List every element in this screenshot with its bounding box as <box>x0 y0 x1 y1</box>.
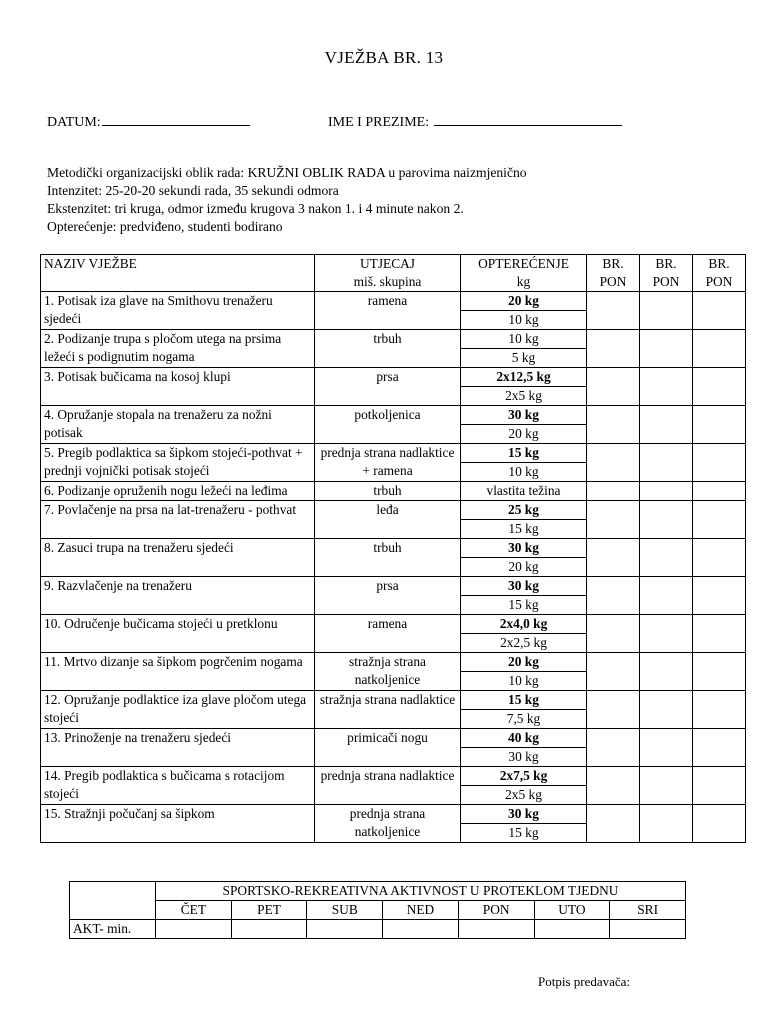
load-secondary: 15 kg <box>461 520 587 539</box>
br-pon-cell[interactable] <box>640 577 693 615</box>
table-row <box>41 330 746 349</box>
day-header: UTO <box>534 901 610 920</box>
br-pon-cell[interactable] <box>693 368 746 406</box>
col-header-br-1: BR. PON <box>587 255 640 292</box>
br-pon-cell[interactable] <box>587 501 640 539</box>
br-pon-cell[interactable] <box>640 691 693 729</box>
load-primary: 20 kg <box>461 653 587 672</box>
br-pon-cell[interactable] <box>587 444 640 482</box>
col-header-br-2: BR. PON <box>640 255 693 292</box>
activity-corner-cell <box>70 882 156 920</box>
muscle-group: leđa <box>315 501 461 539</box>
exercise-name: 15. Stražnji počučanj sa šipkom <box>41 805 315 843</box>
muscle-group: potkoljenica <box>315 406 461 444</box>
load-primary: 15 kg <box>461 691 587 710</box>
activity-minutes-cell[interactable] <box>534 920 610 939</box>
activity-table <box>69 881 686 939</box>
exercise-name: 14. Pregib podlaktica s bučicama s rotacijom stojeći <box>41 767 315 805</box>
br-pon-cell[interactable] <box>693 444 746 482</box>
load-primary: 2x4,0 kg <box>461 615 587 634</box>
table-row <box>41 805 746 824</box>
br-pon-cell[interactable] <box>587 729 640 767</box>
load-primary: 30 kg <box>461 577 587 596</box>
br-pon-cell[interactable] <box>587 653 640 691</box>
table-row <box>41 577 746 596</box>
table-row <box>41 767 746 786</box>
exercise-name: 8. Zasuci trupa na trenažeru sjedeći <box>41 539 315 577</box>
activity-minutes-cell[interactable] <box>610 920 686 939</box>
load-secondary: 10 kg <box>461 311 587 330</box>
br-pon-cell[interactable] <box>693 767 746 805</box>
load-primary: 10 kg <box>461 330 587 349</box>
br-pon-cell[interactable] <box>693 729 746 767</box>
muscle-group: primicači nogu <box>315 729 461 767</box>
br-pon-cell[interactable] <box>587 691 640 729</box>
br-pon-cell[interactable] <box>693 482 746 501</box>
exercise-name: 5. Pregib podlaktica sa šipkom stojeći-pothvat + prednji vojnički potisak stojeći <box>41 444 315 482</box>
exercise-name: 10. Odručenje bučicama stojeći u pretklonu <box>41 615 315 653</box>
table-row <box>41 368 746 387</box>
date-field[interactable] <box>47 112 250 131</box>
col-header-effect: UTJECAJ miš. skupina <box>315 255 461 292</box>
table-row <box>41 501 746 520</box>
load-primary: 2x12,5 kg <box>461 368 587 387</box>
signature-label: Potpis predavača: <box>538 974 631 989</box>
table-row <box>41 444 746 463</box>
page-title: VJEŽBA BR. 13 <box>324 48 444 67</box>
exercise-table <box>40 254 746 843</box>
br-pon-cell[interactable] <box>693 653 746 691</box>
br-pon-cell[interactable] <box>693 805 746 843</box>
br-pon-cell[interactable] <box>587 767 640 805</box>
muscle-group: stražnja strana natkoljenice <box>315 653 461 691</box>
activity-row-label: AKT- min. <box>70 920 156 939</box>
activity-minutes-row <box>70 920 686 939</box>
br-pon-cell[interactable] <box>587 330 640 368</box>
br-pon-cell[interactable] <box>693 406 746 444</box>
info-line-method: Metodički organizacijski oblik rada: KRUŽNI OBLIK RADA u parovima naizmjenično <box>47 165 527 180</box>
load-primary: 30 kg <box>461 539 587 558</box>
exercise-name: 2. Podizanje trupa s pločom utega na prsima ležeći s podignutim nogama <box>41 330 315 368</box>
br-pon-cell[interactable] <box>693 539 746 577</box>
muscle-group: ramena <box>315 292 461 330</box>
activity-minutes-cell[interactable] <box>383 920 459 939</box>
br-pon-cell[interactable] <box>587 577 640 615</box>
load-secondary: 20 kg <box>461 425 587 444</box>
exercise-name: 9. Razvlačenje na trenažeru <box>41 577 315 615</box>
info-line-load: Opterećenje: predviđeno, studenti bodirano <box>47 219 283 234</box>
load-secondary: 10 kg <box>461 463 587 482</box>
br-pon-cell[interactable] <box>640 805 693 843</box>
day-header: PON <box>458 901 534 920</box>
table-row <box>41 539 746 558</box>
activity-minutes-cell[interactable] <box>307 920 383 939</box>
br-pon-cell[interactable] <box>640 368 693 406</box>
day-header: NED <box>383 901 459 920</box>
exercise-name: 7. Povlačenje na prsa na lat-trenažeru - pothvat <box>41 501 315 539</box>
col-header-load: OPTEREĆENJE kg <box>461 255 587 292</box>
load-bodyweight: vlastita težina <box>461 482 587 501</box>
br-pon-cell[interactable] <box>640 501 693 539</box>
br-pon-cell[interactable] <box>693 691 746 729</box>
exercise-name: 4. Opružanje stopala na trenažeru za nožni potisak <box>41 406 315 444</box>
table-row <box>41 292 746 311</box>
info-line-intensity: Intenzitet: 25-20-20 sekundi rada, 35 sekundi odmora <box>47 183 339 198</box>
br-pon-cell[interactable] <box>587 539 640 577</box>
load-secondary: 20 kg <box>461 558 587 577</box>
activity-days-row <box>70 901 686 920</box>
br-pon-cell[interactable] <box>693 577 746 615</box>
muscle-group: prsa <box>315 368 461 406</box>
load-primary: 30 kg <box>461 805 587 824</box>
br-pon-cell[interactable] <box>640 729 693 767</box>
br-pon-cell[interactable] <box>587 368 640 406</box>
muscle-group: stražnja strana nadlaktice <box>315 691 461 729</box>
load-primary: 2x7,5 kg <box>461 767 587 786</box>
load-secondary: 2x2,5 kg <box>461 634 587 653</box>
br-pon-cell[interactable] <box>693 501 746 539</box>
br-pon-cell[interactable] <box>640 767 693 805</box>
exercise-name: 13. Prinoženje na trenažeru sjedeći <box>41 729 315 767</box>
muscle-group: prednja strana natkoljenice <box>315 805 461 843</box>
load-secondary: 15 kg <box>461 824 587 843</box>
activity-minutes-cell[interactable] <box>231 920 307 939</box>
br-pon-cell[interactable] <box>693 615 746 653</box>
br-pon-cell[interactable] <box>640 615 693 653</box>
exercise-info <box>47 164 527 236</box>
br-pon-cell[interactable] <box>587 482 640 501</box>
br-pon-cell[interactable] <box>640 292 693 330</box>
info-line-extensity: Ekstenzitet: tri kruga, odmor između krugova 3 nakon 1. i 4 minute nakon 2. <box>47 201 464 216</box>
muscle-group: trbuh <box>315 482 461 501</box>
muscle-group: prednja strana nadlaktice + ramena <box>315 444 461 482</box>
exercise-name: 6. Podizanje opruženih nogu ležeći na leđima <box>41 482 315 501</box>
load-secondary: 10 kg <box>461 672 587 691</box>
day-header: ČET <box>156 901 232 920</box>
load-primary: 30 kg <box>461 406 587 425</box>
date-label: DATUM: <box>47 115 101 130</box>
br-pon-cell[interactable] <box>640 653 693 691</box>
load-primary: 25 kg <box>461 501 587 520</box>
br-pon-cell[interactable] <box>693 292 746 330</box>
day-header: PET <box>231 901 307 920</box>
br-pon-cell[interactable] <box>640 482 693 501</box>
table-header-row <box>41 255 746 292</box>
activity-minutes-cell[interactable] <box>156 920 232 939</box>
exercise-name: 12. Opružanje podlaktice iza glave pločom utega stojeći <box>41 691 315 729</box>
muscle-group: prednja strana nadlaktice <box>315 767 461 805</box>
br-pon-cell[interactable] <box>693 330 746 368</box>
load-primary: 40 kg <box>461 729 587 748</box>
table-row <box>41 406 746 425</box>
name-label: IME I PREZIME: <box>328 115 430 130</box>
br-pon-cell[interactable] <box>587 406 640 444</box>
col-header-br-3: BR. PON <box>693 255 746 292</box>
table-row <box>41 482 746 501</box>
table-row <box>41 653 746 672</box>
day-header: SUB <box>307 901 383 920</box>
exercise-name: 1. Potisak iza glave na Smithovu trenažeru sjedeći <box>41 292 315 330</box>
name-blank-line <box>434 112 622 126</box>
br-pon-cell[interactable] <box>640 444 693 482</box>
br-pon-cell[interactable] <box>587 615 640 653</box>
load-secondary: 2x5 kg <box>461 387 587 406</box>
col-header-name: NAZIV VJEŽBE <box>41 255 315 292</box>
br-pon-cell[interactable] <box>587 805 640 843</box>
load-secondary: 15 kg <box>461 596 587 615</box>
load-secondary: 2x5 kg <box>461 786 587 805</box>
muscle-group: prsa <box>315 577 461 615</box>
muscle-group: ramena <box>315 615 461 653</box>
br-pon-cell[interactable] <box>587 292 640 330</box>
activity-title: SPORTSKO-REKREATIVNA AKTIVNOST U PROTEKLOM TJEDNU <box>156 882 686 901</box>
activity-minutes-cell[interactable] <box>458 920 534 939</box>
load-secondary: 5 kg <box>461 349 587 368</box>
exercise-name: 3. Potisak bučicama na kosoj klupi <box>41 368 315 406</box>
table-row <box>41 691 746 710</box>
load-secondary: 30 kg <box>461 748 587 767</box>
muscle-group: trbuh <box>315 539 461 577</box>
day-header: SRI <box>610 901 686 920</box>
muscle-group: trbuh <box>315 330 461 368</box>
exercise-name: 11. Mrtvo dizanje sa šipkom pogrčenim nogama <box>41 653 315 691</box>
br-pon-cell[interactable] <box>640 539 693 577</box>
load-primary: 20 kg <box>461 292 587 311</box>
table-row <box>41 729 746 748</box>
table-row <box>41 615 746 634</box>
br-pon-cell[interactable] <box>640 330 693 368</box>
name-field[interactable] <box>328 112 622 131</box>
date-blank-line <box>102 112 250 126</box>
br-pon-cell[interactable] <box>640 406 693 444</box>
load-secondary: 7,5 kg <box>461 710 587 729</box>
load-primary: 15 kg <box>461 444 587 463</box>
